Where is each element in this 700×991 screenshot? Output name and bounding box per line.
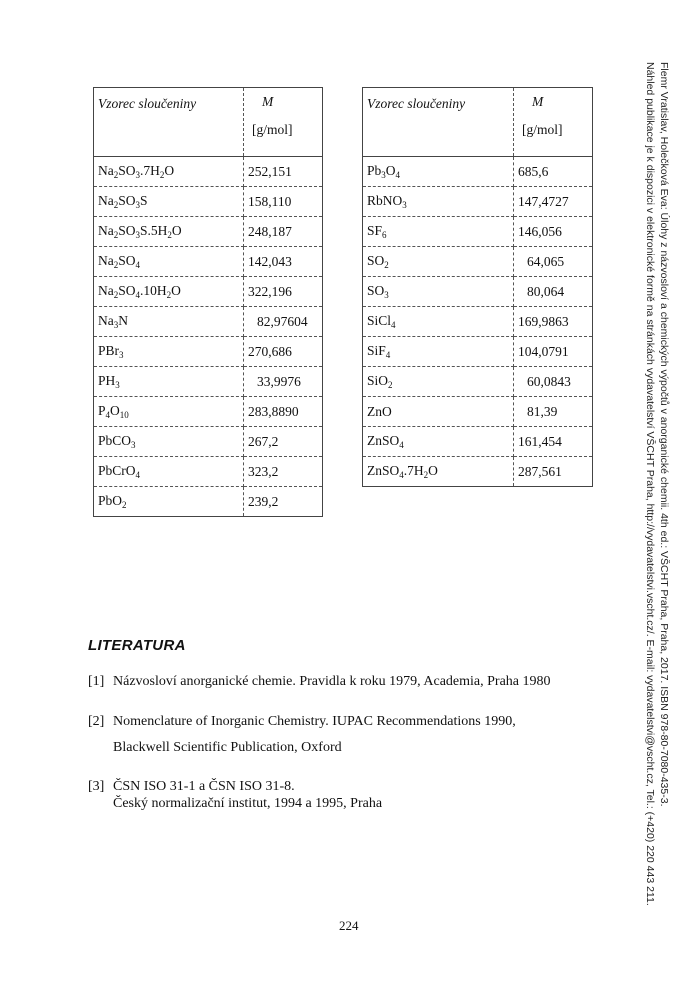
molar-mass-cell: 33,9976 xyxy=(244,367,323,397)
molar-mass-column-header xyxy=(244,88,323,157)
table-row xyxy=(363,217,593,247)
molar-mass-cell: 142,043 xyxy=(244,247,323,277)
molar-mass-cell: 104,0791 xyxy=(514,337,593,367)
table-row xyxy=(363,457,593,487)
molar-mass-unit: [g/mol] xyxy=(252,122,293,137)
reference-text: Nomenclature of Inorganic Chemistry. IUPAC Recommendations 1990, xyxy=(113,714,516,729)
molar-mass-cell: 267,2 xyxy=(244,427,323,457)
reference-2 xyxy=(88,714,516,755)
molar-mass-cell: 158,110 xyxy=(244,187,323,217)
reference-3 xyxy=(88,779,383,811)
table-row xyxy=(94,427,323,457)
formula-cell: ZnSO$_4$ xyxy=(363,427,514,457)
table-row xyxy=(363,157,593,187)
formula-cell: $P_4O_{10}$ xyxy=(94,397,244,427)
table-row xyxy=(94,367,323,397)
molar-mass-cell: 161,454 xyxy=(514,427,593,457)
molar-mass-cell: 169,9863 xyxy=(514,307,593,337)
formula-cell: $SF_6$ xyxy=(363,217,514,247)
formula-cell: $Na_2SO_3S$ xyxy=(94,187,244,217)
molar-mass-cell: 147,4727 xyxy=(514,187,593,217)
molar-mass-cell: 239,2 xyxy=(248,493,279,509)
molar-mass-symbol: M xyxy=(262,94,274,109)
formula-cell: $SO_3$ xyxy=(363,277,514,307)
molar-mass-table-right xyxy=(362,87,593,487)
formula-column-header: Vzorec sloučeniny xyxy=(363,88,514,157)
molar-mass-cell: 146,056 xyxy=(514,217,593,247)
table-row xyxy=(94,307,323,337)
table-row xyxy=(363,397,593,427)
molar-mass-cell: 323,2 xyxy=(244,457,323,487)
formula-cell: PbCO$_3$ xyxy=(94,427,244,457)
formula-cell: SiO$_2$ xyxy=(363,367,514,397)
formula-cell: $Na_2SO_4.10H_2O$ xyxy=(94,277,244,307)
side-note-preview: Náhled publikace je k dispozici v elektronické formě na stránkách vydavatelství VŠCHT Praha, http://vydavatelstvi.vscht.cz/. E-mail: vydavatelstvi@vscht.cz, Tel.: (+420) 220 443 211. xyxy=(644,62,656,906)
formula-column-header: Vzorec sloučeniny xyxy=(94,88,244,157)
formula-cell: $ZnSO_4.7H_2O$ xyxy=(363,457,514,487)
table-row xyxy=(363,247,593,277)
reference-text-continued: Blackwell Scientific Publication, Oxford xyxy=(113,740,342,755)
formula-cell: ZnO xyxy=(363,397,514,427)
molar-mass-column-header xyxy=(514,88,593,157)
molar-mass-unit: [g/mol] xyxy=(522,122,563,137)
molar-mass-cell: 283,8890 xyxy=(244,397,323,427)
molar-mass-cell: 81,39 xyxy=(514,397,593,427)
table-row xyxy=(363,427,593,457)
page-number: 224 xyxy=(339,918,359,933)
table-row xyxy=(363,337,593,367)
formula-cell: $Na_2SO_3.7H_2O$ xyxy=(94,157,244,187)
reference-number: [3] xyxy=(88,779,105,794)
table-row xyxy=(94,337,323,367)
molar-mass-cell: 60,0843 xyxy=(514,367,593,397)
reference-number: [2] xyxy=(88,714,105,729)
molar-mass-cell: 248,187 xyxy=(244,217,323,247)
formula-cell: RbNO$_3$ xyxy=(363,187,514,217)
table-row xyxy=(363,187,593,217)
formula-cell: PbCrO$_4$ xyxy=(94,457,244,487)
reference-text: Názvosloví anorganické chemie. Pravidla k roku 1979, Academia, Praha 1980 xyxy=(113,674,551,689)
formula-cell: $Na_2SO_4$ xyxy=(94,247,244,277)
table-row xyxy=(363,367,593,397)
table-row xyxy=(94,397,323,427)
table-row xyxy=(94,277,323,307)
molar-mass-cell: 64,065 xyxy=(514,247,593,277)
formula-cell: $Na_2SO_3S.5H_2O$ xyxy=(94,217,244,247)
formula-cell: $Pb_3O_4$ xyxy=(363,157,514,187)
table-row xyxy=(94,457,323,487)
table-row xyxy=(94,217,323,247)
formula-cell: $Na_3N$ xyxy=(94,307,244,337)
reference-1 xyxy=(88,674,551,690)
molar-mass-cell: 270,686 xyxy=(244,337,323,367)
formula-cell: PbO$_2$ xyxy=(94,487,244,517)
side-note-citation: Flemr Vratislav, Holečková Eva: Úlohy z názvosloví a chemických výpočtů v anorganické chemii. 4th ed.: VŠCHT Praha, Praha, 2017. ISBN 978-80-7080-435-3. xyxy=(658,62,670,807)
formula-cell: SiCl$_4$ xyxy=(363,307,514,337)
table-header-row xyxy=(363,88,593,157)
molar-mass-cell: 82,97604 xyxy=(244,307,323,337)
literature-heading: LITERATURA xyxy=(88,637,186,654)
molar-mass-cell: 252,151 xyxy=(244,157,323,187)
formula-cell: $PH_3$ xyxy=(94,367,244,397)
reference-text: ČSN ISO 31-1 a ČSN ISO 31-8. xyxy=(113,779,295,794)
molar-mass-table-left xyxy=(93,87,323,517)
table-header-row xyxy=(94,88,323,157)
table-row xyxy=(94,247,323,277)
molar-mass-cell: 685,6 xyxy=(514,157,593,187)
reference-text-continued: Český normalizační institut, 1994 a 1995, Praha xyxy=(113,796,383,811)
table-row xyxy=(94,187,323,217)
table-row xyxy=(94,157,323,187)
molar-mass-cell: 322,196 xyxy=(244,277,323,307)
formula-cell: PBr$_3$ xyxy=(94,337,244,367)
table-row xyxy=(363,307,593,337)
formula-cell: $SO_2$ xyxy=(363,247,514,277)
molar-mass-cell: 80,064 xyxy=(514,277,593,307)
table-row xyxy=(94,487,323,517)
reference-number: [1] xyxy=(88,674,105,689)
table-row xyxy=(363,277,593,307)
molar-mass-symbol: M xyxy=(532,94,544,109)
molar-mass-cell: 287,561 xyxy=(518,463,562,479)
formula-cell: SiF$_4$ xyxy=(363,337,514,367)
